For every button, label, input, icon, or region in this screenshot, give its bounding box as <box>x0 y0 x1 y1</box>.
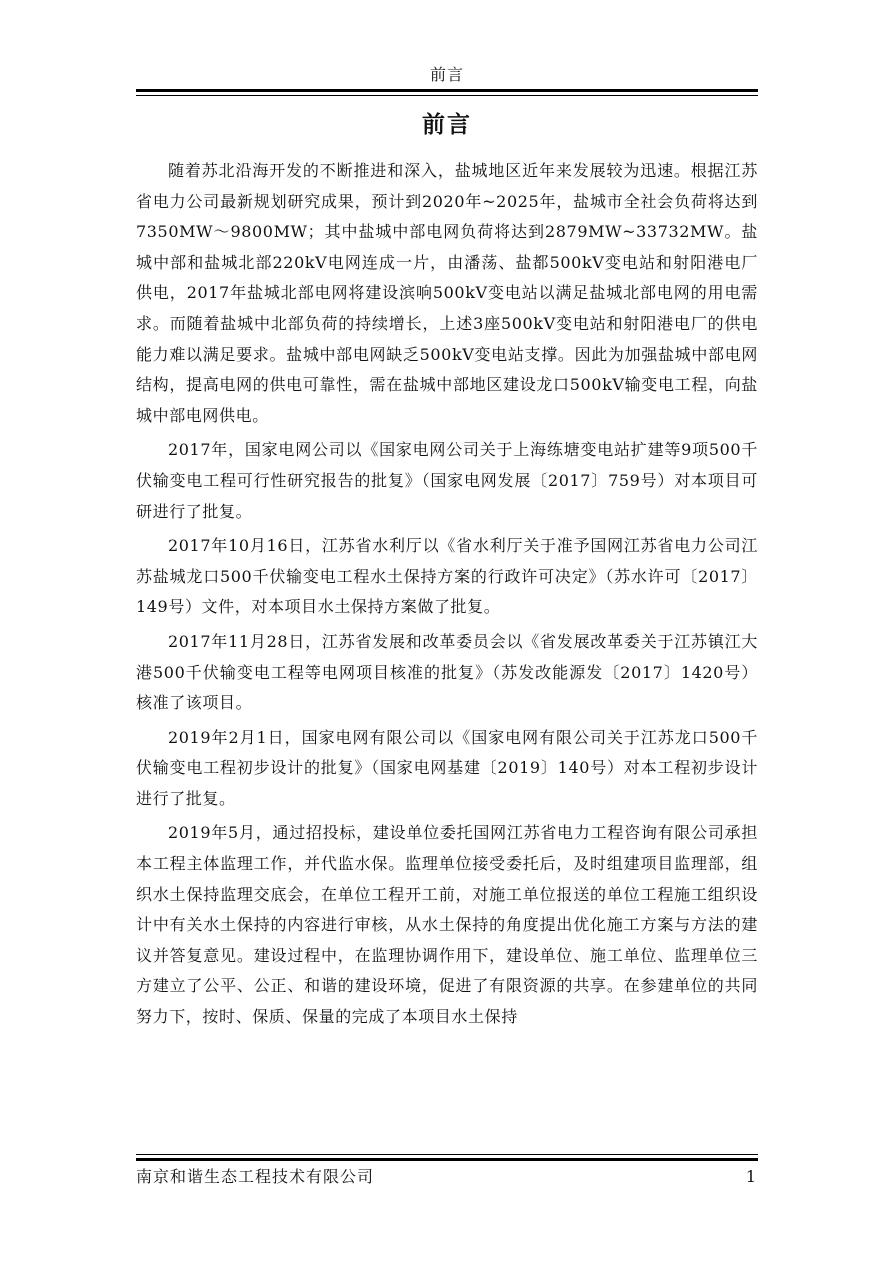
paragraph-5: 2019年2月1日，国家电网有限公司以《国家电网有限公司关于江苏龙口500千伏输变电工程初步设计的批复》（国家电网基建〔2019〕140号）对本工程初步设计进行了批复。 <box>136 727 758 808</box>
footer-company: 南京和谐生态工程技术有限公司 <box>136 1167 375 1186</box>
paragraph-1: 随着苏北沿海开发的不断推进和深入，盐城地区近年来发展较为迅速。根据江苏省电力公司最新规划研究成果，预计到2020年~2025年，盐城市全社会负荷将达到7350MW～9800MW；其中盐城中部电网负荷将达到2879MW~33732MW。盐城中部和盐城北部220kV电网连成一片，由潘荡、盐都500kV变电站和射阳港电厂供电，2017年盐城北部电网将建设滨响500kV变电站以满足盐城北部电网的用电需求。而随着盐城中北部负荷的持续增长，上述3座500kV变电站和射阳港电厂的供电能力难以满足要求。盐城中部电网缺乏500kV变电站支撑。因此为加强盐城中部电网结构，提高电网的供电可靠性，需在盐城中部地区建设龙口500kV输变电工程，向盐城中部电网供电。 <box>136 161 758 425</box>
paragraph-3: 2017年10月16日，江苏省水利厅以《省水利厅关于准予国网江苏省电力公司江苏盐城龙口500千伏输变电工程水土保持方案的行政许可决定》（苏水许可〔2017〕149号）文件，对本项目水土保持方案做了批复。 <box>136 536 758 617</box>
footer-rule-thin <box>136 1154 758 1155</box>
header-rule-thick <box>136 89 758 92</box>
running-header: 前言 <box>429 65 464 84</box>
header-rule-thin <box>136 95 758 96</box>
page-title: 前言 <box>422 111 472 138</box>
paragraph-4: 2017年11月28日，江苏省发展和改革委员会以《省发展改革委关于江苏镇江大港500千伏输变电工程等电网项目核准的批复》（苏发改能源发〔2017〕1420号）核准了该项目。 <box>136 631 758 713</box>
body-text <box>136 156 758 1037</box>
paragraph-6: 2019年5月，通过招投标，建设单位委托国网江苏省电力工程咨询有限公司承担本工程主体监理工作，并代监水保。监理单位接受委托后，及时组建项目监理部，组织水土保持监理交底会，在单位工程开工前，对施工单位报送的单位工程施工组织设计中有关水土保持的内容进行审核，从水土保持的角度提出优化施工方案与方法的建议并答复意见。建设过程中，在监理协调作用下，建设单位、施工单位、监理单位三方建立了公平、公正、和谐的建设环境，促进了有限资源的共享。在参建单位的共同努力下，按时、保质、保量的完成了本项目水土保持 <box>136 823 758 1027</box>
footer-rule-thick <box>136 1158 758 1161</box>
paragraph-2: 2017年，国家电网公司以《国家电网公司关于上海练塘变电站扩建等9项500千伏输变电工程可行性研究报告的批复》（国家电网发展〔2017〕759号）对本项目可研进行了批复。 <box>136 440 758 521</box>
page-number: 1 <box>745 1167 756 1186</box>
